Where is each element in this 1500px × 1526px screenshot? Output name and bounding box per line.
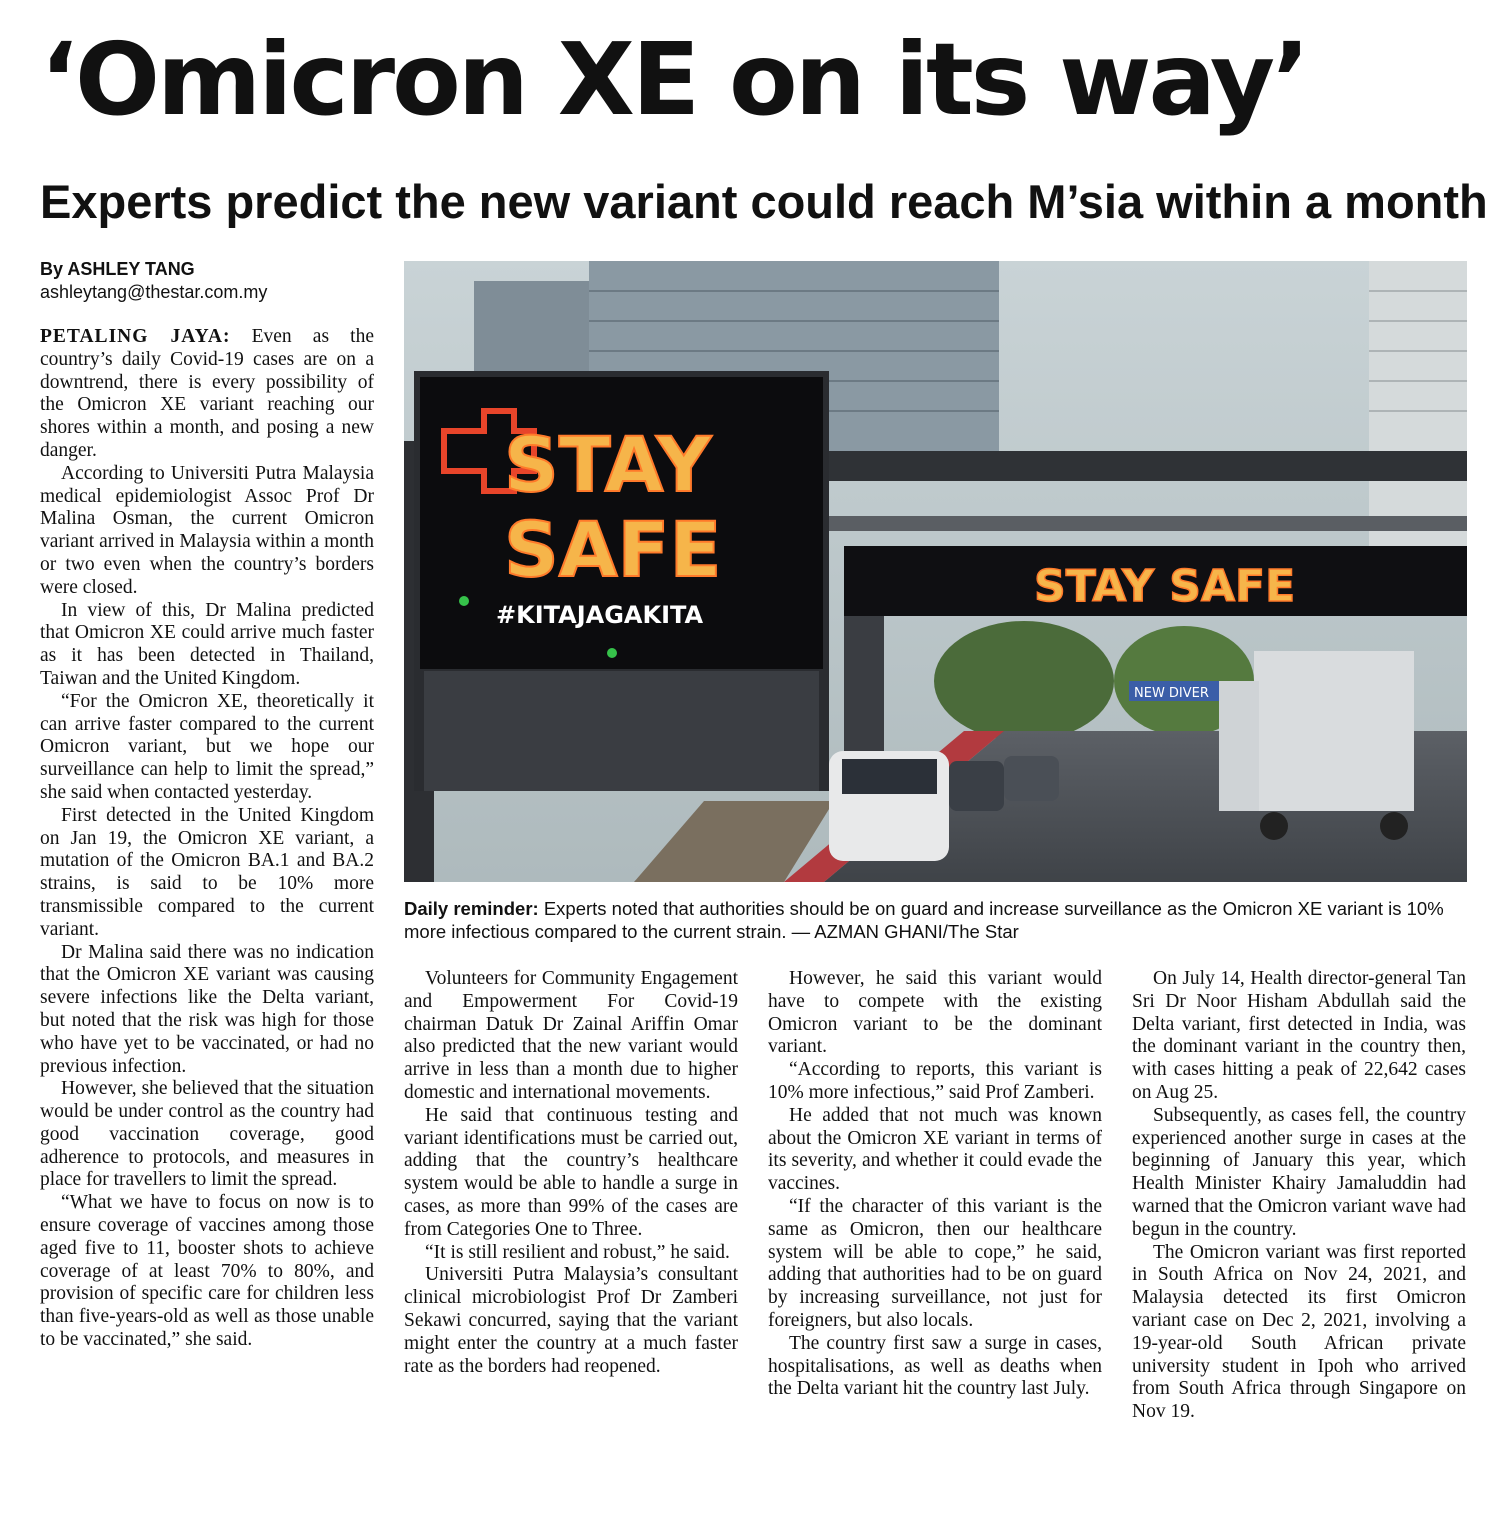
road-sign-text: NEW DIVER <box>1134 686 1209 701</box>
subheadline: Experts predict the new variant could reach M’sia within a month <box>40 175 1488 228</box>
article-paragraph: Dr Malina said there was no indication that the Omicron XE variant was causing severe infections like the Delta variant, but noted that the risk was high for those who have yet to be vaccinated, or had no previous infection. <box>40 941 374 1077</box>
article-paragraph: The Omicron variant was first reported in South Africa on Nov 24, 2021, and Malaysia detected its first Omicron variant case on Dec 2, 2021, involving a 19-year-old South African private university student in Ipoh who arrived from South Africa through Singapore on Nov 19. <box>1132 1241 1466 1423</box>
article-paragraph <box>40 326 374 463</box>
article-column-4 <box>1132 968 1466 1424</box>
street-scene-image <box>404 261 1467 882</box>
article-paragraph: He added that not much was known about the Omicron XE variant in terms of its severity, and whether it could evade the vaccines. <box>768 1104 1102 1195</box>
article-paragraph: The country first saw a surge in cases, hospitalisations, as well as deaths when the Delta variant hit the country last July. <box>768 1332 1102 1400</box>
byline-author: By ASHLEY TANG <box>40 259 195 279</box>
billboard-text-stay: STAY <box>504 420 712 509</box>
caption-label: Daily reminder: <box>404 898 539 919</box>
article-paragraph: However, he said this variant would have to compete with the existing Omicron variant to be the dominant variant. <box>768 968 1102 1058</box>
paragraph-text: Even as the country’s daily Covid-19 cases are on a downtrend, there is every possibility of the Omicron XE variant reaching our shores within a month, and posing a new danger. <box>40 326 374 461</box>
article-paragraph: Subsequently, as cases fell, the country experienced another surge in cases at the beginning of January this year, which Health Minister Khairy Jamaluddin had warned that the Omicron variant wave had begun in the country. <box>1132 1104 1466 1240</box>
article-paragraph: Universiti Putra Malaysia’s consultant clinical microbiologist Prof Dr Zamberi Sekawi concurred, saying that the variant might enter the country at a much faster rate as the borders had reopened. <box>404 1264 738 1377</box>
article-paragraph: “According to reports, this variant is 10% more infectious,” said Prof Zamberi. <box>768 1059 1102 1103</box>
article-paragraph: In view of this, Dr Malina predicted that Omicron XE could arrive much faster as it has been detected in Thailand, Taiwan and the United Kingdom. <box>40 599 374 689</box>
article-paragraph: Volunteers for Community Engagement and Empowerment For Covid-19 chairman Datuk Dr Zainal Ariffin Omar also predicted that the new variant would arrive in less than a month due to higher domestic and international movements. <box>404 968 738 1103</box>
billboard-text-safe: SAFE <box>504 505 722 594</box>
article-paragraph: “If the character of this variant is the same as Omicron, then our healthcare system will be able to cope,” he said, adding that authorities had to be on guard by increasing surveillance, not just for foreigners, but also locals. <box>768 1195 1102 1331</box>
article-paragraph: “It is still resilient and robust,” he said. <box>425 1241 730 1263</box>
headline: ‘Omicron XE on its way’ <box>40 21 1308 138</box>
byline <box>40 258 267 304</box>
article-paragraph: However, she believed that the situation would be under control as the country had good vaccination coverage, good adherence to protocols, and measures in place for travellers to limit the spread. <box>40 1078 374 1191</box>
bridge-sign-text: STAY SAFE <box>1034 561 1296 612</box>
byline-email[interactable]: ashleytang@thestar.com.my <box>40 282 268 302</box>
article-paragraph: “What we have to focus on now is to ensure coverage of vaccines among those aged five to 11, booster shots to achieve coverage of at least 70% to 80%, and provision of specific care for children less than five-years-old as well as those unable to be vaccinated,” she said. <box>40 1192 374 1351</box>
article-paragraph: First detected in the United Kingdom on Jan 19, the Omicron XE variant, a mutation of the Omicron BA.1 and BA.2 strains, is said to be 10% more transmissible compared to the current variant. <box>40 804 374 940</box>
caption-text: Experts noted that authorities should be on guard and increase surveillance as the Omicron XE variant is 10% more infectious compared to the current strain. — AZMAN GHANI/The Star <box>404 898 1444 942</box>
article-column-1 <box>40 326 374 1352</box>
article-column-3 <box>768 968 1102 1401</box>
article-paragraph: According to Universiti Putra Malaysia medical epidemiologist Assoc Prof Dr Malina Osman, the current Omicron variant arrived in Malaysia within a month or two even when the country’s borders were closed. <box>40 462 374 598</box>
billboard-hashtag: #KITAJAGAKITA <box>496 601 704 629</box>
article-paragraph: He said that continuous testing and variant identifications must be carried out, adding that the country’s healthcare system would be able to handle a surge in cases, as more than 99% of the cases are from Categories One to Three. <box>404 1104 738 1240</box>
article-column-2 <box>404 968 738 1378</box>
dateline: PETALING JAYA: <box>40 326 231 347</box>
news-photo <box>404 261 1467 882</box>
article-paragraph: On July 14, Health director-general Tan Sri Dr Noor Hisham Abdullah said the Delta variant, first detected in India, was the dominant variant in the country then, with cases hitting a peak of 22,642 cases on Aug 25. <box>1132 968 1466 1103</box>
article-paragraph: “For the Omicron XE, theoretically it can arrive faster compared to the current Omicron variant, but we hope our surveillance can help to limit the spread,” she said when contacted yesterday. <box>40 690 374 803</box>
photo-caption <box>404 897 1467 943</box>
